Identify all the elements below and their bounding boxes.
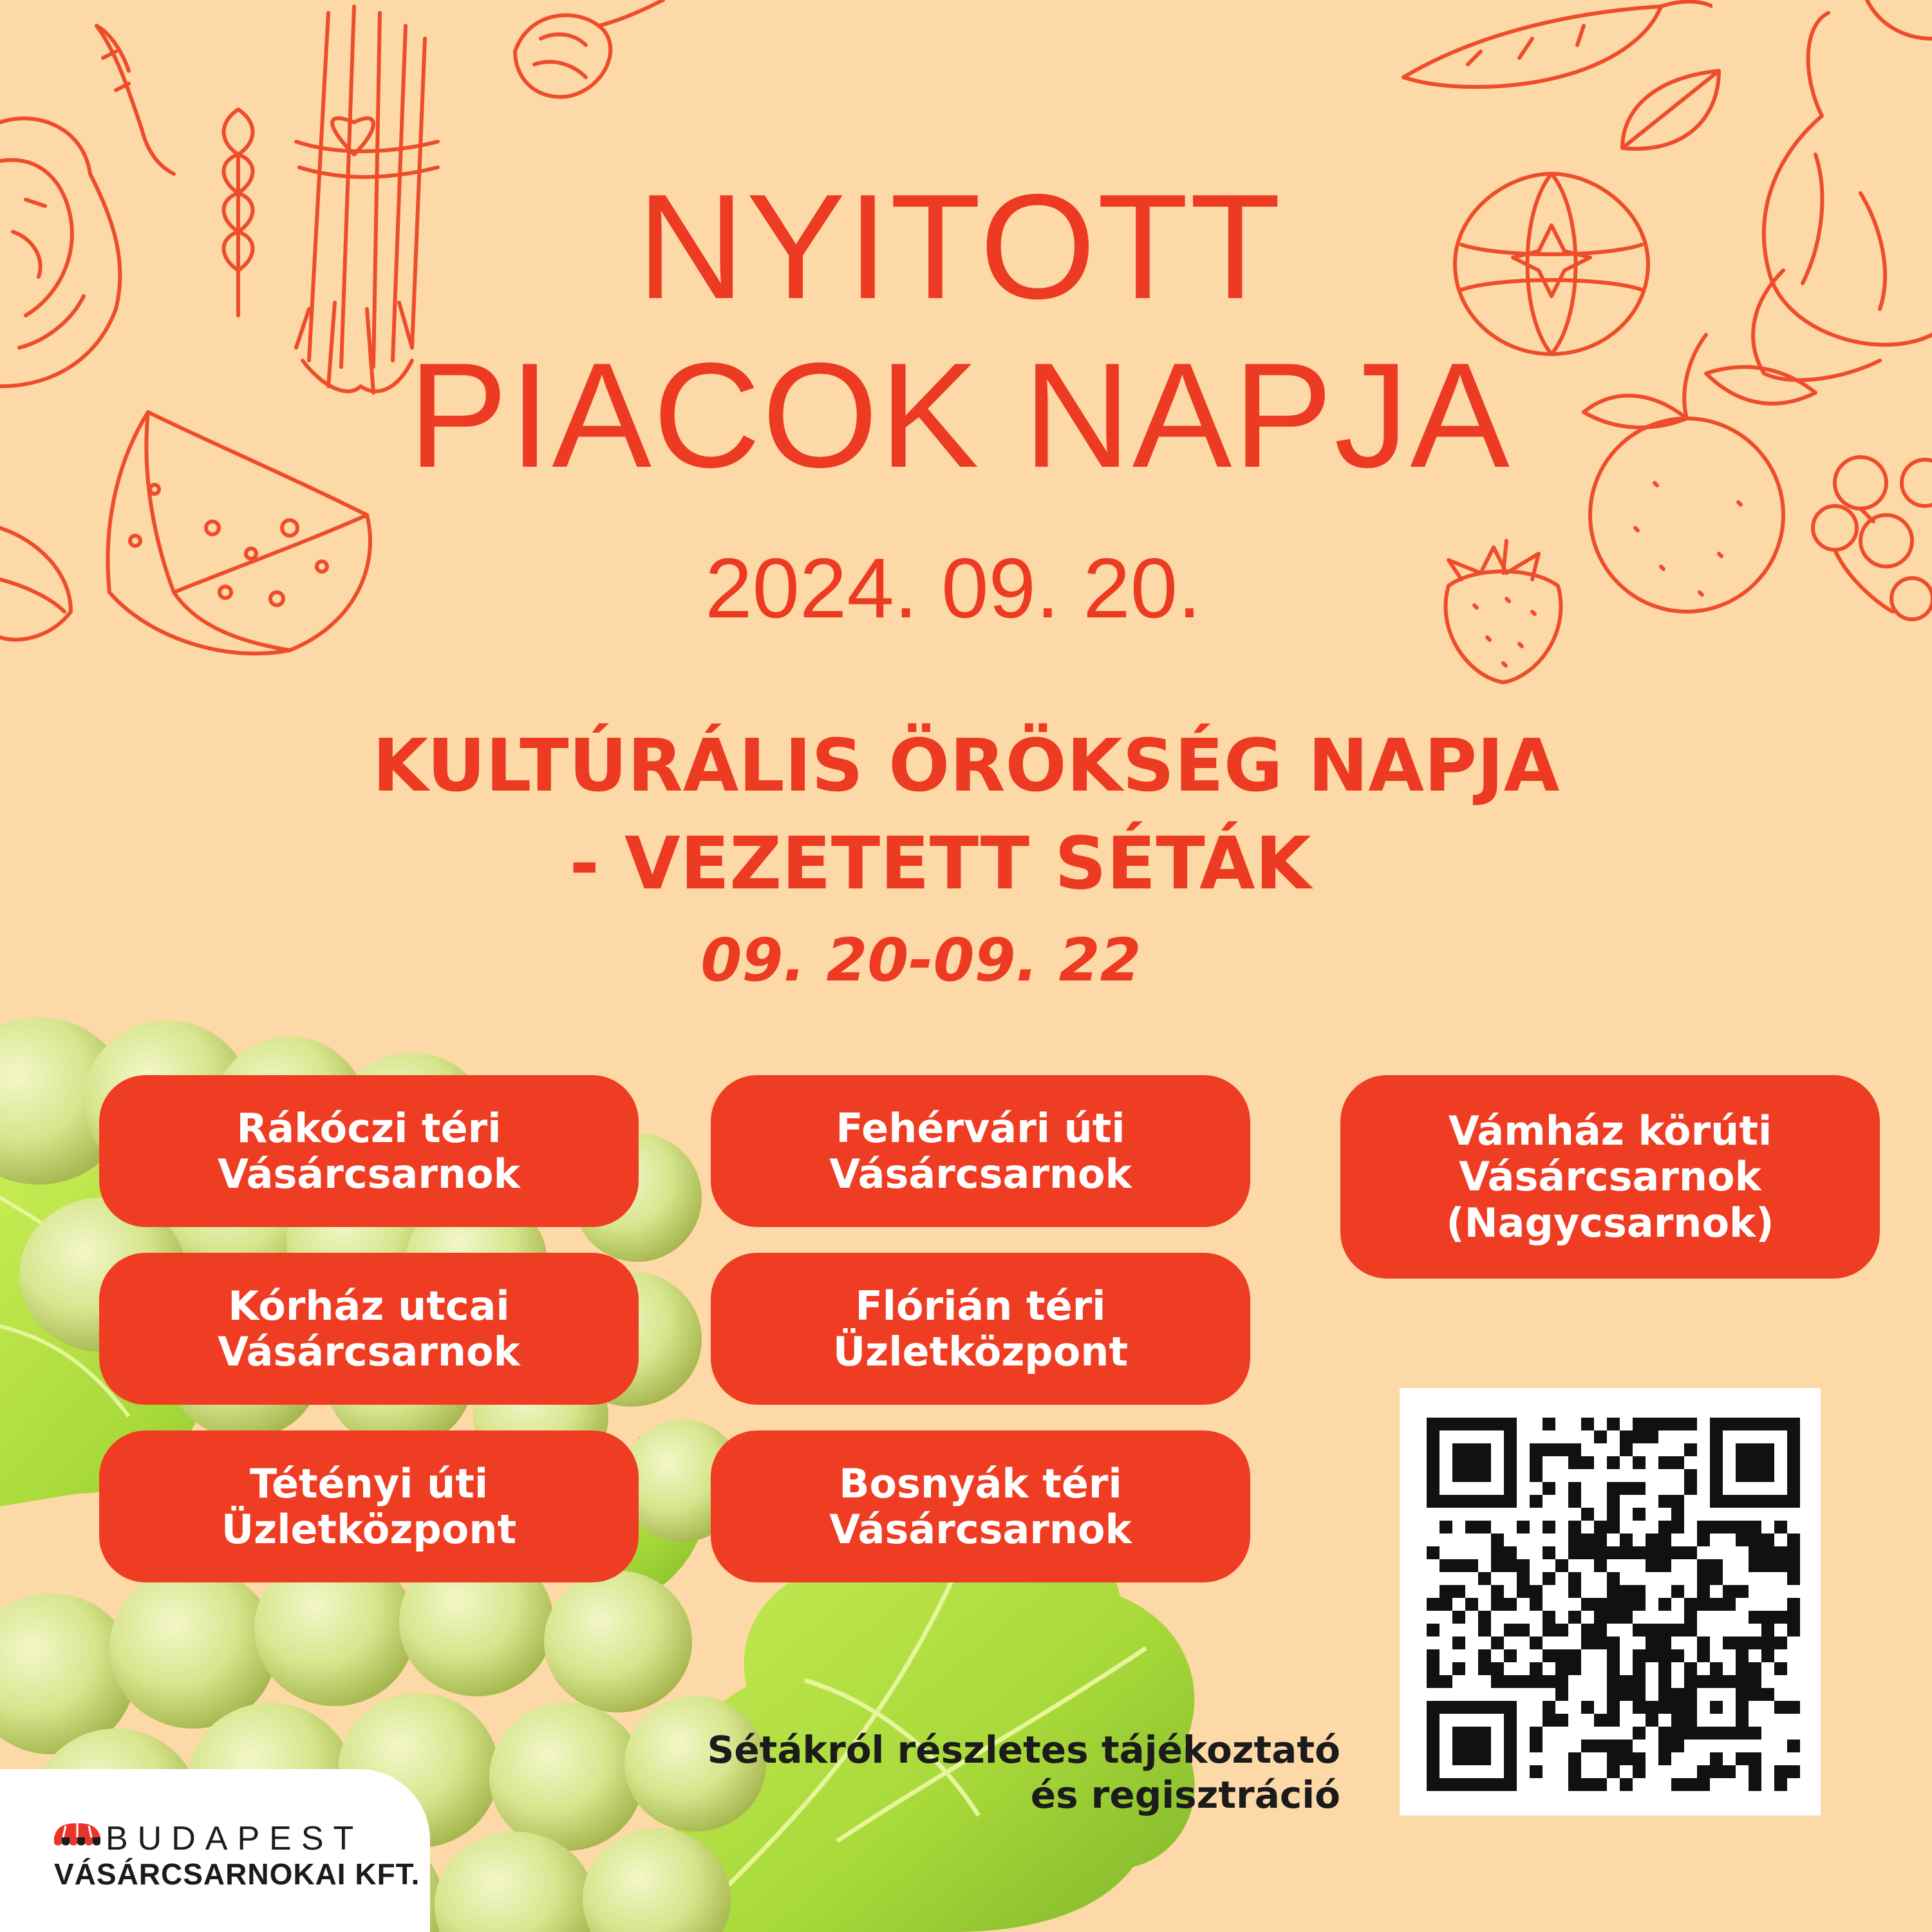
registration-info (528, 1728, 1340, 1817)
logo-text-company: VÁSÁRCSARNOKAI KFT. (54, 1857, 420, 1891)
subtitle-line-2: - VEZETETT SÉTÁK (569, 822, 1311, 906)
venue-alias: (Nagycsarnok) (1446, 1199, 1774, 1246)
qr-code[interactable] (1400, 1388, 1821, 1815)
date-range: 09. 20-09. 22 (700, 926, 1141, 995)
venue-pill-fehervari (711, 1075, 1250, 1227)
venue-type: Üzletközpont (221, 1506, 517, 1553)
venue-name: Bosnyák téri (839, 1459, 1122, 1507)
venue-type: Vásárcsarnok (1459, 1153, 1761, 1201)
venue-type: Üzletközpont (832, 1328, 1129, 1375)
info-line-2: és regisztráció (1030, 1772, 1340, 1817)
title-line-1: NYITOTT (637, 164, 1282, 330)
qr-code-pattern (1400, 1388, 1821, 1815)
title-line-2: PIACOK NAPJA (408, 332, 1511, 499)
event-date: 2024. 09. 20. (705, 541, 1201, 635)
venue-name: Vámház körúti (1448, 1107, 1772, 1155)
onion-icon (502, 0, 670, 109)
subtitle-line-1: KULTÚRÁLIS ÖRÖKSÉG NAPJA (372, 724, 1560, 808)
venue-type: Vásárcsarnok (829, 1506, 1132, 1553)
venue-pill-korhaz (99, 1253, 639, 1405)
venue-name: Tétényi úti (249, 1459, 489, 1507)
venue-pill-vamhaz (1340, 1075, 1880, 1279)
market-awning-icon (52, 1821, 103, 1859)
venue-pill-tetenyi (99, 1430, 639, 1582)
venue-name: Fehérvári úti (836, 1104, 1125, 1152)
venue-name: Flórián téri (855, 1282, 1106, 1329)
venue-name: Rákóczi téri (236, 1104, 502, 1152)
logo (0, 1769, 430, 1932)
info-line-1: Sétákról részletes tájékoztató (707, 1728, 1340, 1772)
venue-name: Kórház utcai (228, 1282, 510, 1329)
venue-pill-bosnyak (711, 1430, 1250, 1582)
carrot-icon (84, 13, 187, 180)
venue-pill-rakoczi (99, 1075, 639, 1227)
venue-pill-florian (711, 1253, 1250, 1405)
venue-type: Vásárcsarnok (218, 1150, 520, 1197)
logo-text-budapest: BUDAPEST (106, 1820, 364, 1857)
venue-type: Vásárcsarnok (218, 1328, 520, 1375)
venue-type: Vásárcsarnok (829, 1150, 1132, 1197)
